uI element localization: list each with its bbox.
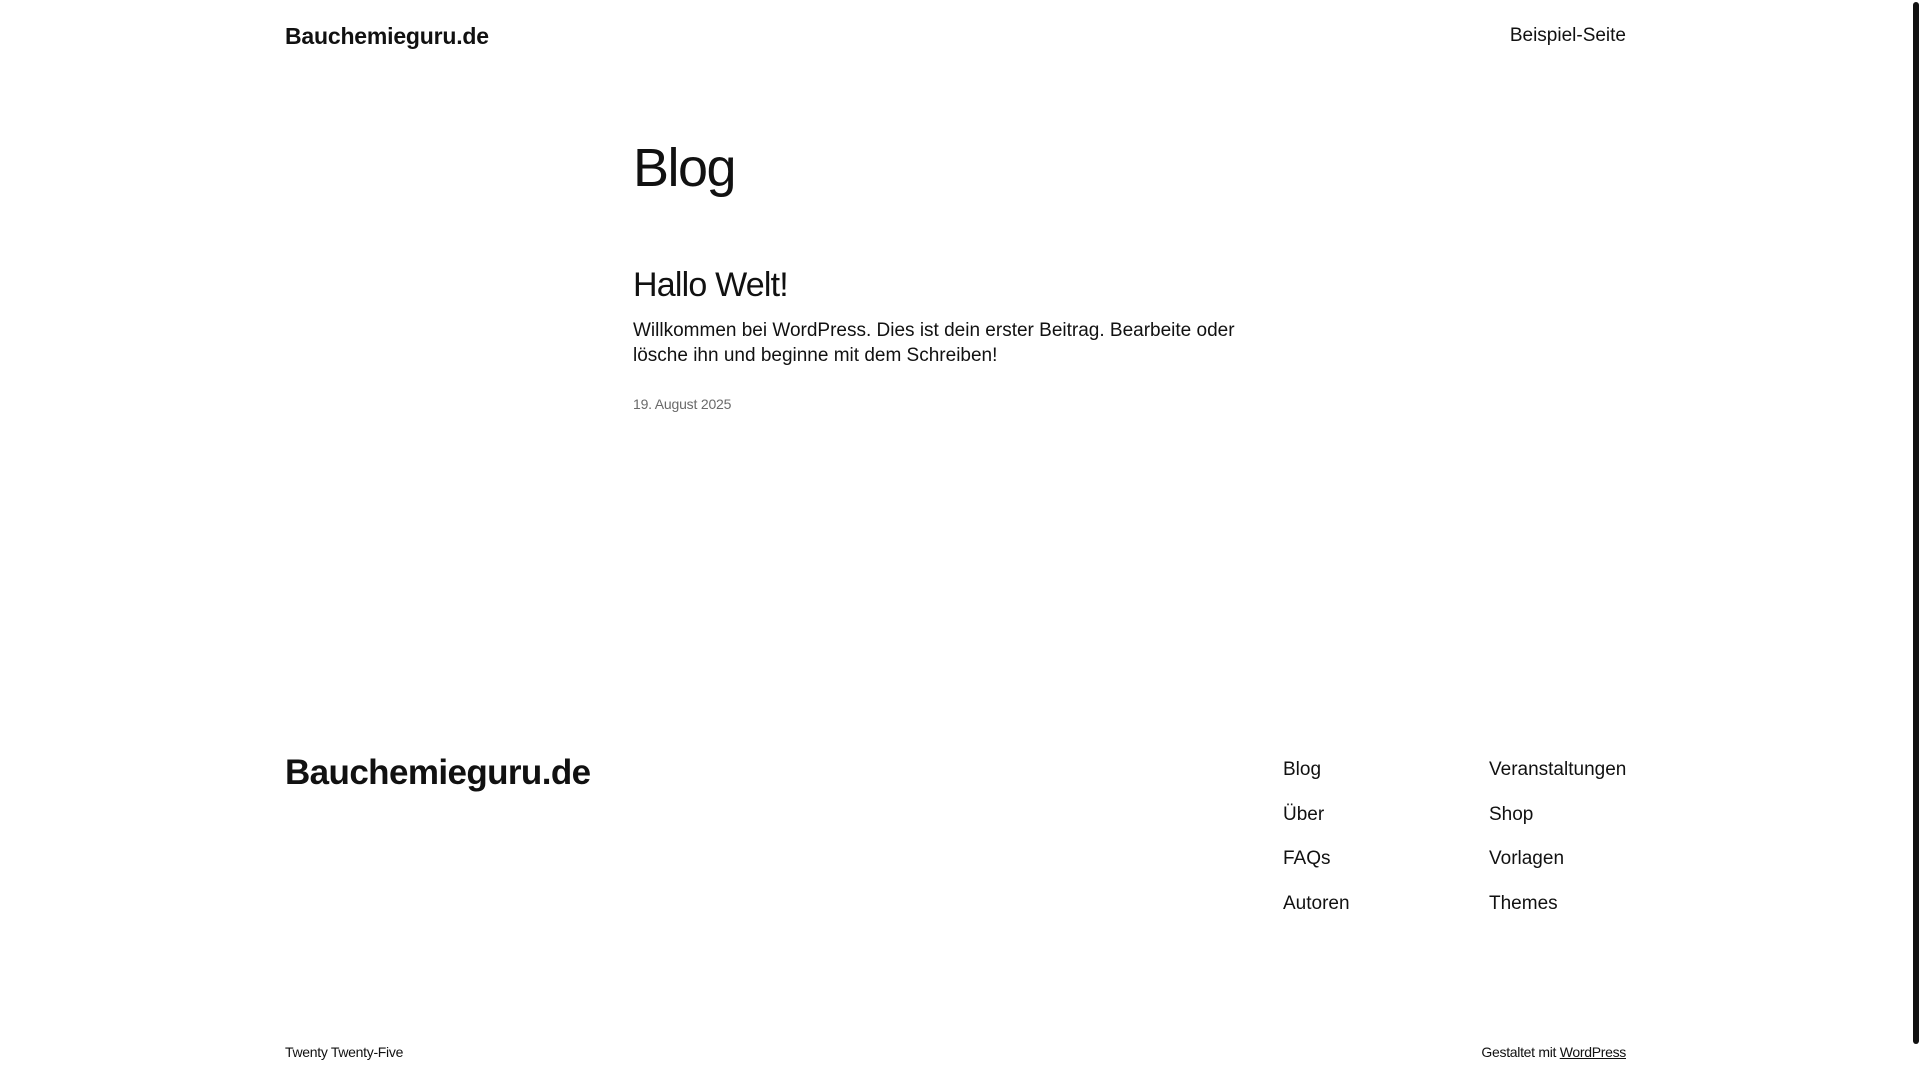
footer-nav-column-1 [1283,756,1350,934]
footer-link-blog[interactable]: Blog [1283,759,1322,780]
post-title [633,264,1273,306]
footer-nav-column-2 [1489,756,1626,934]
footer-link-themes[interactable]: Themes [1489,892,1558,914]
credit-text [1481,1044,1626,1060]
page-title: Blog [633,138,736,198]
site-title-link[interactable]: Bauchemieguru.de [285,22,489,49]
wordpress-credit-link[interactable]: WordPress [1559,1044,1626,1060]
footer-link-autoren[interactable]: Autoren [1283,892,1350,914]
post-item [633,264,1273,412]
main-content [633,135,1273,412]
post-title-link[interactable]: Hallo Welt! [633,266,788,304]
footer-bottom-bar [285,1044,1626,1060]
site-header [285,18,1626,54]
header-nav [1510,25,1626,47]
footer-link-faqs[interactable]: FAQs [1283,848,1331,869]
footer-link-ueber[interactable]: Über [1283,803,1325,825]
scrollbar-thumb[interactable] [1913,2,1919,1044]
post-excerpt: Willkommen bei WordPress. Dies ist dein erster Beitrag. Bearbeite oder lösche ihn und beginne mit dem Schreiben! [633,320,1235,366]
post-date[interactable]: 19. August 2025 [633,396,732,412]
footer-site-title-link[interactable]: Bauchemieguru.de [285,753,591,792]
credit-prefix: Gestaltet mit [1481,1044,1557,1060]
vertical-scrollbar[interactable] [1912,0,1920,1080]
footer-link-vorlagen[interactable]: Vorlagen [1489,848,1565,869]
footer-link-shop[interactable]: Shop [1489,803,1534,825]
theme-name: Twenty Twenty-Five [285,1044,404,1060]
nav-link-beispiel-seite[interactable]: Beispiel-Seite [1509,25,1626,46]
footer-link-veranstaltungen[interactable]: Veranstaltungen [1489,759,1627,780]
